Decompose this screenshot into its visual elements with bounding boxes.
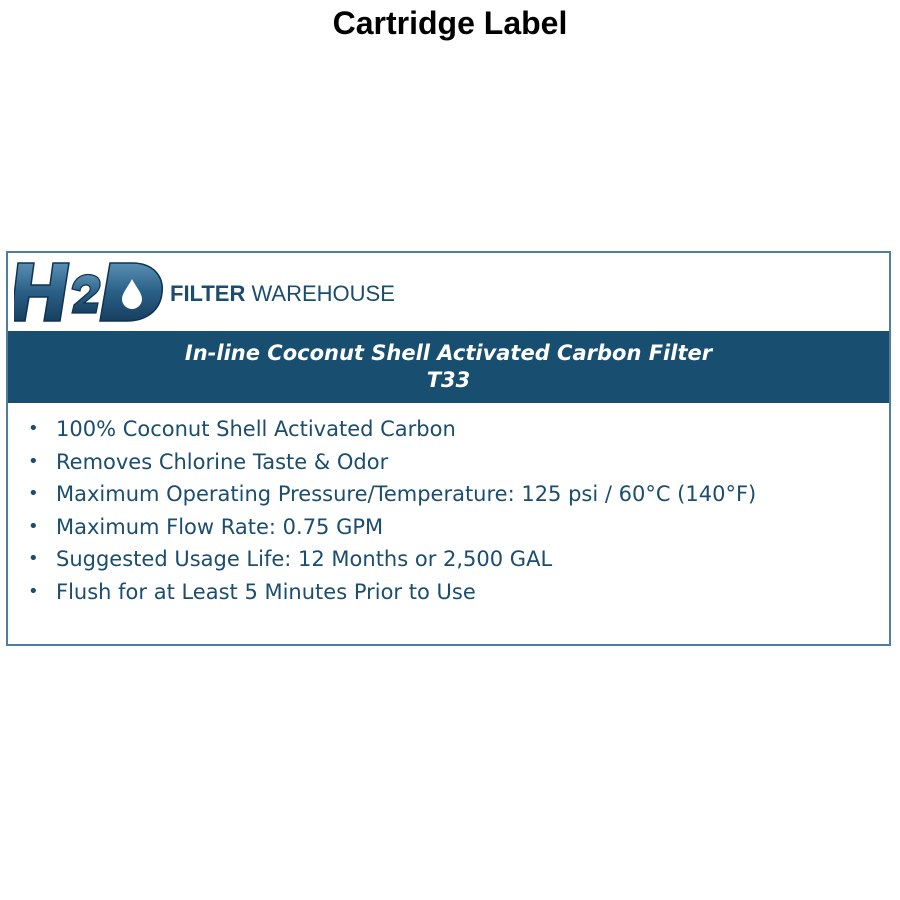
bullet-icon: • [28,483,39,505]
brand-name-bold: FILTER [170,281,246,306]
brand-name [170,281,395,307]
feature-item [26,543,756,576]
bullet-icon: • [28,450,39,472]
feature-item [26,413,756,446]
product-title-band [8,331,889,403]
feature-text: Maximum Flow Rate: 0.75 GPM [56,514,384,539]
product-title: In-line Coconut Shell Activated Carbon Filter [184,341,713,365]
bullet-icon: • [28,548,39,570]
page-heading: Cartridge Label [332,5,568,41]
h2o-logo [14,259,164,325]
brand-header [8,253,889,331]
product-model: T33 [426,368,471,392]
logo-text: H2O [14,259,17,260]
feature-item [26,511,756,544]
bullet-icon: • [28,580,39,602]
feature-text: Suggested Usage Life: 12 Months or 2,500 GAL [56,547,553,572]
cartridge-label [6,251,891,646]
feature-text: 100% Coconut Shell Activated Carbon [56,417,456,441]
brand-name-regular: WAREHOUSE [245,281,395,306]
feature-item [26,576,756,609]
bullet-icon: • [28,515,39,537]
feature-text: Removes Chlorine Taste & Odor [56,449,389,474]
feature-item [26,478,756,511]
feature-list [26,413,756,609]
feature-text: Flush for at Least 5 Minutes Prior to Use [56,579,476,604]
feature-item [26,446,756,479]
bullet-icon: • [28,418,39,439]
feature-text: Maximum Operating Pressure/Temperature: 125 psi / 60°C (140°F) [56,482,757,507]
